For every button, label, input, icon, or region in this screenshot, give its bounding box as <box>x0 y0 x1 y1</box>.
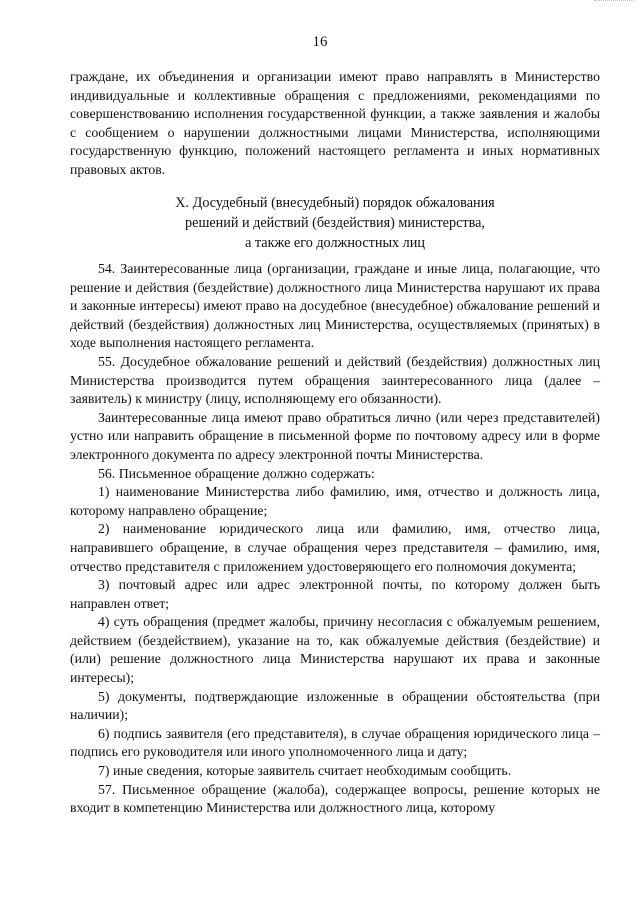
paragraph-55: 55. Досудебное обжалование решений и действий (бездействия) должностных лиц Министерства производится путем обращения заинтересованного лица (далее – заявитель) к министру (лицу, исполняющему его обязанности). <box>70 353 600 407</box>
section-heading <box>70 193 600 253</box>
section-heading-line: а также его должностных лиц <box>245 235 425 251</box>
intro-text-block <box>70 68 600 180</box>
list-item-7: 7) иные сведения, которые заявитель считает необходимым сообщить. <box>98 763 512 779</box>
scan-corner-mark <box>594 0 634 4</box>
section-heading-line: решений и действий (бездействия) министерства, <box>185 215 485 231</box>
paragraph-55-continued: Заинтересованные лица имеют право обратиться лично (или через представителей) устно или направить обращение в письменной форме по почтовому адресу или в форме электронного документа по адресу электронной почты Министерства. <box>70 409 600 462</box>
paragraph-56: 56. Письменное обращение должно содержать: <box>98 465 375 481</box>
list-item-4: 4) суть обращения (предмет жалобы, причину несогласия с обжалуемым решением, действием (бездействием), указание на то, как обжалуемые действия (бездействие) и (или) решение должностного лица Министерства нарушают их права и законные интересы); <box>70 614 600 686</box>
main-text-block <box>70 260 600 818</box>
list-item-5: 5) документы, подтверждающие изложенные в обращении обстоятельства (при наличии); <box>70 688 600 723</box>
list-item-1: 1) наименование Министерства либо фамилию, имя, отчество и должность лица, которому направлено обращение; <box>70 484 600 518</box>
page-number: 16 <box>312 34 328 50</box>
list-item-6: 6) подпись заявителя (его представителя), в случае обращения юридического лица – подпись его руководителя или иного уполномоченного лица и дату; <box>70 725 600 760</box>
section-heading-line: X. Досудебный (внесудебный) порядок обжалования <box>175 195 495 211</box>
list-item-2: 2) наименование юридического лица или фамилию, имя, отчество лица, направившего обращение, в случае обращения через представителя – фамилию, имя, отчество представителя с приложением удостоверяющего его полномочия документа; <box>70 521 600 574</box>
intro-paragraph: граждане, их объединения и организации имеют право направлять в Министерство индивидуальные и коллективные обращения с предложениями, рекомендациями по совершенствованию исполнения государственной функции, а также заявления и жалобы с сообщением о нарушении должностными лицами Министерства, исполняющими государственную функцию, положений настоящего регламента и иных нормативных правовых актов. <box>70 69 600 177</box>
list-item-3: 3) почтовый адрес или адрес электронной почты, по которому должен быть направлен ответ; <box>70 577 600 611</box>
paragraph-54: 54. Заинтересованные лица (организации, граждане и иные лица, полагающие, что решение и действия (бездействие) должностного лица Министерства нарушают их права и законные интересы) имеют право на досудебное (внесудебное) обжалование решений и действий (бездействия) должностных лиц Министерства, осуществляемых (принятых) в ходе выполнения настоящего регламента. <box>70 261 600 351</box>
paragraph-57: 57. Письменное обращение (жалоба), содержащее вопросы, решение которых не входит в компетенцию Министерства или должностного лица, которому <box>70 781 600 816</box>
